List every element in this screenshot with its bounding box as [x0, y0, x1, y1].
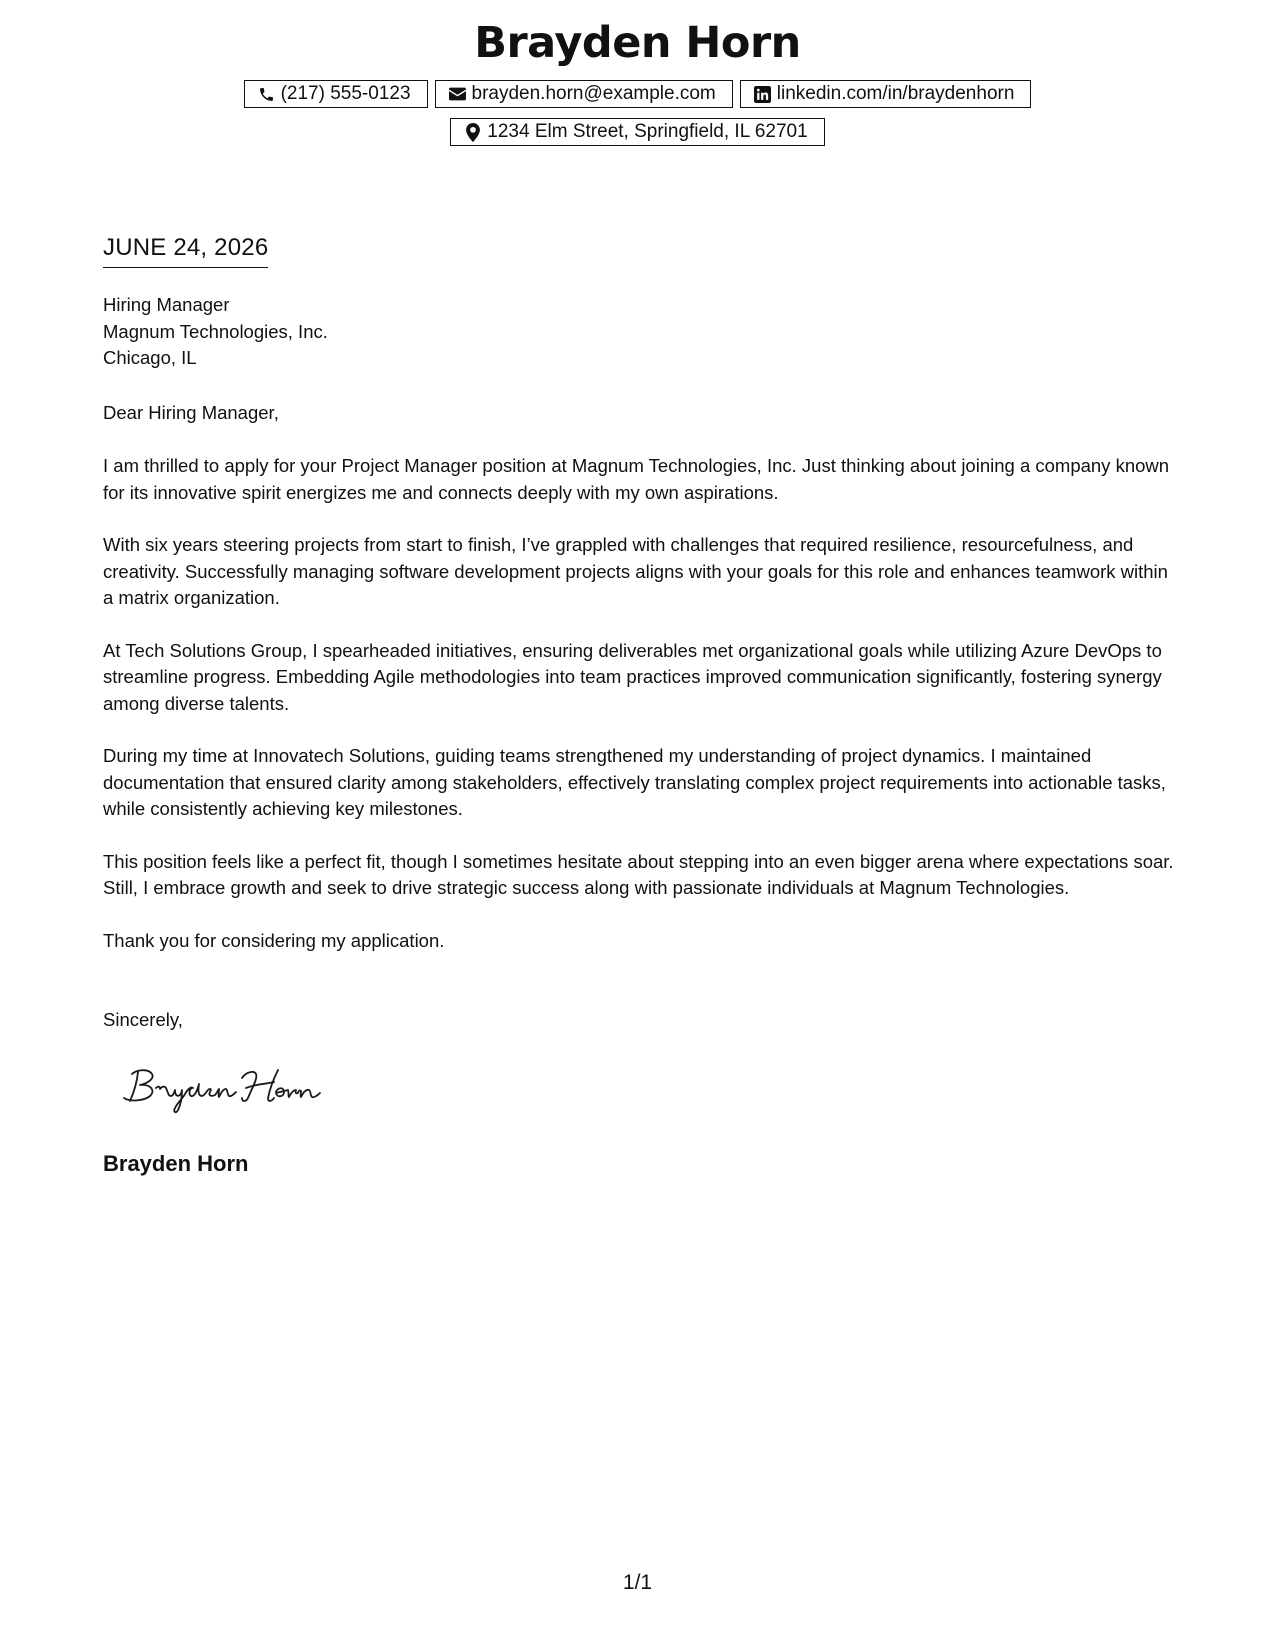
body-paragraph: At Tech Solutions Group, I spearheaded initiatives, ensuring deliverables met organizational goals while utilizing Azure DevOps to streamline progress. Embedding Agile methodologies into team practices improved communication significantly, fostering synergy among diverse talents.: [103, 639, 1162, 714]
phone-text: (217) 555-0123: [280, 83, 411, 104]
recipient-location: Chicago, IL: [103, 347, 197, 368]
email-contact[interactable]: [435, 80, 733, 108]
email-text: brayden.horn@example.com: [471, 83, 716, 104]
body-paragraph: This position feels like a perfect fit, though I sometimes hesitate about stepping into an even bigger arena where expectations soar. Still, I embrace growth and seek to drive strategic success along with passionate individuals at Magnum Technologies.: [103, 850, 1174, 898]
phone-contact: [244, 80, 428, 108]
page-number: 1/1: [622, 1571, 653, 1594]
body-paragraph: Thank you for considering my application.: [103, 929, 445, 951]
address-text: 1234 Elm Street, Springfield, IL 62701: [487, 121, 808, 142]
closing: Sincerely,: [103, 1009, 183, 1030]
recipient-title: Hiring Manager: [103, 294, 230, 315]
linkedin-contact[interactable]: [740, 80, 1032, 108]
signer-name: Brayden Horn: [103, 1151, 249, 1176]
handwritten-signature: [118, 1060, 358, 1120]
signature-image: [118, 1060, 358, 1120]
body-paragraph: With six years steering projects from start to finish, I’ve grappled with challenges that required resilience, resourcefulness, and creativity. Successfully managing software development projects aligns with your goals for this role and enhances teamwork within a matrix organization.: [103, 534, 1168, 608]
address-contact: [450, 118, 824, 146]
contact-row: [0, 80, 1275, 108]
applicant-name-heading: Brayden Horn: [474, 18, 801, 68]
phone-icon: [258, 85, 276, 103]
map-marker-icon: [464, 123, 482, 141]
body-paragraph: During my time at Innovatech Solutions, guiding teams strengthened my understanding of project dynamics. I maintained documentation that ensured clarity among stakeholders, effectively translating complex project requirements into actionable tasks, while consistently achieving key milestones.: [103, 745, 1166, 819]
linkedin-text: linkedin.com/in/braydenhorn: [776, 83, 1015, 104]
address-row: [0, 118, 1275, 146]
linkedin-icon: [754, 85, 772, 103]
body-paragraph: I am thrilled to apply for your Project Manager position at Magnum Technologies, Inc. Just thinking about joining a company known for its innovative spirit energizes me and connects deeply with my own aspirations.: [103, 455, 1170, 503]
letter-body: [103, 453, 1178, 980]
recipient-company: Magnum Technologies, Inc.: [103, 320, 328, 342]
envelope-icon: [449, 85, 467, 103]
salutation: Dear Hiring Manager,: [103, 402, 279, 423]
letter-date: JUNE 24, 2026: [103, 234, 268, 268]
recipient-block: [103, 292, 1178, 372]
